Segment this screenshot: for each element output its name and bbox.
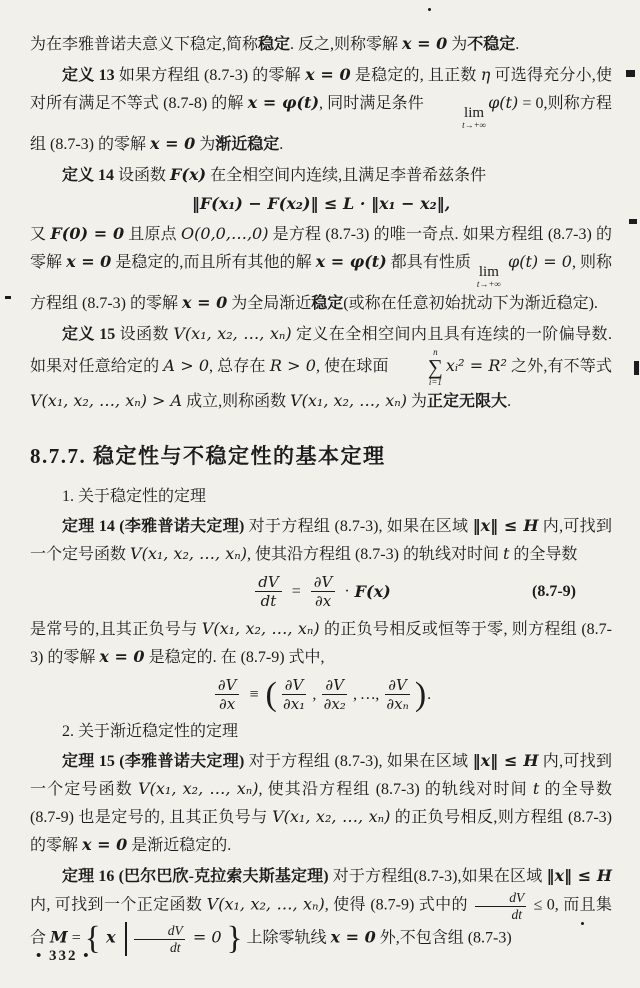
fraction-dV-dt <box>255 573 281 610</box>
fraction-numerator: ∂V <box>282 676 307 695</box>
math-segment: x = 0 <box>99 647 145 666</box>
math-segment: V(x₁, x₂, …, xₙ) > A <box>30 391 183 410</box>
text-segment: 是方程 (8.7-3) 的唯一奇点. 如果方程组 (8.7-3) 的零解 <box>30 226 612 271</box>
math-segment: A > 0 <box>163 356 210 376</box>
scan-artifact <box>629 219 637 224</box>
text-segment: . 反之,则称零解 <box>290 36 403 53</box>
scan-artifact <box>5 296 11 299</box>
text-segment: 为在李雅普诺夫意义下稳定,简称 <box>30 36 259 53</box>
text-segment: 成立,则称函数 <box>182 393 291 410</box>
vector-field-term: F(x) <box>354 581 391 601</box>
text-segment: . <box>507 393 512 410</box>
fraction-dV-dx <box>311 573 336 610</box>
fraction-dV-dx1 <box>282 676 307 713</box>
fraction-denominator: ∂xₙ <box>386 695 409 713</box>
text-segment: . <box>515 36 520 53</box>
dot-operator: · <box>344 582 350 600</box>
text-segment: 对于方程组(8.7-3),如果在区域 <box>328 868 547 885</box>
math-segment: x <box>100 927 122 947</box>
fraction-numerator: dV <box>475 890 526 907</box>
equation-8-7-9 <box>30 573 612 610</box>
subsection-1-title: 1. 关于稳定性的定理 <box>62 488 207 505</box>
text-segment: 为 <box>195 136 216 153</box>
text-segment: 定义 13 <box>62 67 115 84</box>
section-heading-8-7-7: 8.7.7. 稳定性与不稳定性的基本定理 <box>30 444 386 468</box>
text-segment: , 则称方程组 (8.7-3) 的零解 <box>30 254 612 312</box>
fraction-numerator: ∂V <box>215 676 240 695</box>
math-segment: R > 0 <box>269 356 316 376</box>
paragraph-theorem-14-continued <box>30 615 612 671</box>
fraction-dV-dx <box>215 676 240 713</box>
text-segment: 定理 16 (巴尔巴欣-克拉索夫斯基定理) <box>62 868 329 885</box>
operator-lower-limit: t→+∞ <box>476 279 501 289</box>
text-segment: , 使其沿方程组 (8.7-3) 的轨线对时间 <box>246 546 503 563</box>
math-segment: ‖x‖ ≤ H <box>546 866 612 885</box>
sum-operator <box>396 348 443 387</box>
big-brace: { <box>84 920 101 957</box>
separator-ellipsis: , …, <box>352 685 380 703</box>
equals-sign: = <box>291 582 301 600</box>
paragraph-theorem-16 <box>30 862 612 956</box>
lim-operator <box>430 106 486 130</box>
fraction-denominator: ∂x₁ <box>282 695 306 713</box>
scan-artifact <box>581 922 584 925</box>
text-segment: , 使得 (8.7-9) 式中的 <box>324 896 473 914</box>
text-segment: 外,不包含组 (8.7-3) <box>375 929 512 947</box>
formula-gradient-definition <box>30 676 612 713</box>
close-paren: ) <box>414 675 427 713</box>
inline-fraction <box>475 890 526 922</box>
text-segment: 又 <box>30 226 51 243</box>
text-segment: 的全导数 <box>509 546 578 563</box>
operator-symbol: ∑ <box>427 355 443 379</box>
text-segment: , 使在球面 <box>315 358 393 376</box>
formula-lipschitz-condition <box>30 194 612 215</box>
text-segment: 正定无限大 <box>427 393 508 410</box>
text-segment: , 总存在 <box>209 358 270 376</box>
big-brace: } <box>226 920 243 957</box>
text-segment: 内,可找到一个定号函数 <box>30 518 612 563</box>
math-segment: x = 0 <box>66 252 112 271</box>
math-segment: ‖x‖ ≤ H <box>472 516 539 535</box>
math-segment: V(x₁, x₂, …, xₙ) <box>138 779 259 798</box>
text-segment: 为全局渐近 <box>227 295 312 312</box>
text-segment: 定义 14 <box>62 167 115 184</box>
lim-operator <box>477 265 501 289</box>
math-segment: φ(t) <box>488 93 519 112</box>
scan-artifact <box>634 361 639 375</box>
text-segment: 可选得充分小,使对所有满足不等式 (8.7-8) 的解 <box>30 67 612 112</box>
period: . <box>427 685 432 703</box>
text-segment: . <box>279 136 284 153</box>
math-segment: F(0) = 0 <box>50 224 125 243</box>
equation-number: (8.7-9) <box>532 582 576 600</box>
paragraph-definition-13 <box>30 61 612 158</box>
scan-artifact <box>626 70 635 77</box>
text-segment: 对于方程组 (8.7-3), 如果在区域 <box>244 518 473 535</box>
math-segment: V(x₁, x₂, …, xₙ) <box>290 391 408 410</box>
text-segment: 且原点 <box>124 226 182 243</box>
math-segment: V(x₁, x₂, …, xₙ) <box>173 324 292 343</box>
fraction-denominator: dt <box>511 906 522 922</box>
operator-lower-limit: t→+∞ <box>462 120 487 130</box>
scan-artifact <box>428 8 431 11</box>
math-segment: x = 0 <box>402 34 448 53</box>
paragraph-theorem-14 <box>30 512 612 568</box>
text-segment: 上除零轨线 <box>242 929 331 947</box>
open-paren: ( <box>265 675 277 713</box>
text-segment: 的正负号相反,则方程组 (8.7-3) 的零解 <box>30 809 612 854</box>
fraction-numerator: ∂V <box>322 676 347 695</box>
operator-upper-limit: n <box>433 347 438 357</box>
inline-fraction <box>134 923 185 955</box>
text-segment: , 使其沿方程组 (8.7-3) 的轨线对时间 <box>258 781 533 798</box>
paragraph-intro <box>30 30 612 58</box>
page-number: • 332 • <box>36 948 91 964</box>
text-segment: 为 <box>407 393 428 410</box>
text-segment: 渐近稳定 <box>215 136 280 153</box>
math-segment: V(x₁, x₂, …, xₙ) <box>206 894 325 914</box>
text-segment: 设函数 <box>114 167 171 184</box>
text-segment: 是稳定的,而且所有其他的解 <box>111 254 316 271</box>
text-segment: 之外,有不等式 <box>506 358 612 376</box>
text-segment: 为 <box>447 36 468 53</box>
math-segment: x = 0 <box>305 65 351 84</box>
text-segment: 在全相空间内连续,且满足李普希兹条件 <box>206 167 487 184</box>
text-segment: = <box>67 929 85 947</box>
text-segment: 是稳定的, 且正数 <box>350 67 481 84</box>
text-segment: ≤ 0, 而且集合 <box>30 896 612 947</box>
text-segment: , 同时满足条件 <box>319 95 429 112</box>
operator-symbol: lim <box>464 105 485 121</box>
math-segment: V(x₁, x₂, …, xₙ) <box>201 619 320 638</box>
text-segment: 内,可找到一个定号函数 <box>30 753 612 798</box>
text-segment: 是稳定的. 在 (8.7-9) 式中, <box>144 649 325 666</box>
text-segment: 对于方程组 (8.7-3), 如果在区域 <box>244 753 473 770</box>
text-segment: 是常号的,且其正负号与 <box>30 621 202 638</box>
text-segment: 定义 15 <box>62 326 116 343</box>
math-segment: V(x₁, x₂, …, xₙ) <box>272 807 391 826</box>
text-segment: 设函数 <box>115 326 174 343</box>
separator: , <box>312 685 317 703</box>
operator-symbol: lim <box>478 264 499 280</box>
paragraph-theorem-15 <box>30 747 612 859</box>
text-segment: 定理 14 (李雅普诺夫定理) <box>62 518 245 535</box>
fraction-denominator: ∂x <box>219 695 236 713</box>
text-segment: 不稳定 <box>467 36 516 53</box>
math-segment: ‖x‖ ≤ H <box>472 751 539 770</box>
text-segment: 定理 15 (李雅普诺夫定理) <box>62 753 245 770</box>
fraction-numerator: ∂V <box>311 573 336 592</box>
math-segment: x = 0 <box>82 835 128 854</box>
fraction-denominator: ∂x₂ <box>323 695 346 713</box>
math-segment: xᵢ² = R² <box>445 356 507 376</box>
math-segment: O(0,0,…,0) <box>181 224 269 243</box>
math-segment: t <box>502 544 510 563</box>
identity-sign: ≡ <box>249 685 259 703</box>
set-divider-bar <box>125 922 127 956</box>
text-segment: 稳定 <box>311 295 344 312</box>
paragraph-definition-14-continued <box>30 220 612 317</box>
fraction-dV-dxn <box>385 676 410 713</box>
fraction-denominator: dt <box>170 939 181 955</box>
text-segment: 定义在全相空间内且具有连续的一阶偏导数. 如果对任意给定的 <box>30 326 612 376</box>
fraction-numerator: dV <box>134 923 185 940</box>
math-segment: φ(t) = 0 <box>502 252 572 271</box>
fraction-denominator: dt <box>260 592 277 610</box>
fraction-denominator: ∂x <box>314 592 332 610</box>
text-segment: 的正负号相反或恒等于零, 则方程组 (8.7-3) 的零解 <box>30 621 612 666</box>
fraction-numerator: ∂V <box>385 676 410 695</box>
math-segment: F(x) <box>170 165 207 184</box>
text-segment: 如果方程组 (8.7-3) 的零解 <box>114 67 306 84</box>
math-segment: V(x₁, x₂, …, xₙ) <box>130 544 247 563</box>
text-segment: 是渐近稳定的. <box>127 837 232 854</box>
operator-lower-limit: i=1 <box>428 377 442 387</box>
text-segment: = 0,则称方程组 (8.7-3) 的零解 <box>30 95 612 153</box>
text-segment: 稳定 <box>258 36 291 53</box>
math-segment: x = 0 <box>330 927 376 947</box>
paragraph-definition-14 <box>30 161 612 189</box>
paragraph-definition-15 <box>30 320 612 415</box>
text-segment: 的全导数 (8.7-9) 也是定号的, 且其正负号与 <box>30 781 612 826</box>
math-segment: x = φ(t) <box>247 93 320 112</box>
math-segment: t <box>532 779 540 798</box>
subsection-2-title: 2. 关于渐近稳定性的定理 <box>62 723 239 740</box>
fraction-numerator: dV <box>255 573 281 592</box>
text-segment: 内, 可找到一个正定函数 <box>30 896 207 914</box>
fraction-dV-dx2 <box>322 676 347 713</box>
math-segment: M <box>50 927 68 947</box>
math-segment: x = 0 <box>182 293 228 312</box>
math-segment: η <box>480 65 491 84</box>
math-segment: x = φ(t) <box>315 252 387 271</box>
math-segment: x = 0 <box>150 134 196 153</box>
math-segment: = 0 <box>187 927 227 947</box>
text-segment: 都具有性质 <box>386 254 475 271</box>
text-segment: (或称在任意初始扰动下为渐近稳定). <box>343 295 598 312</box>
lipschitz-inequality: ‖F(x₁) − F(x₂)‖ ≤ L · ‖x₁ − x₂‖, <box>191 194 451 213</box>
